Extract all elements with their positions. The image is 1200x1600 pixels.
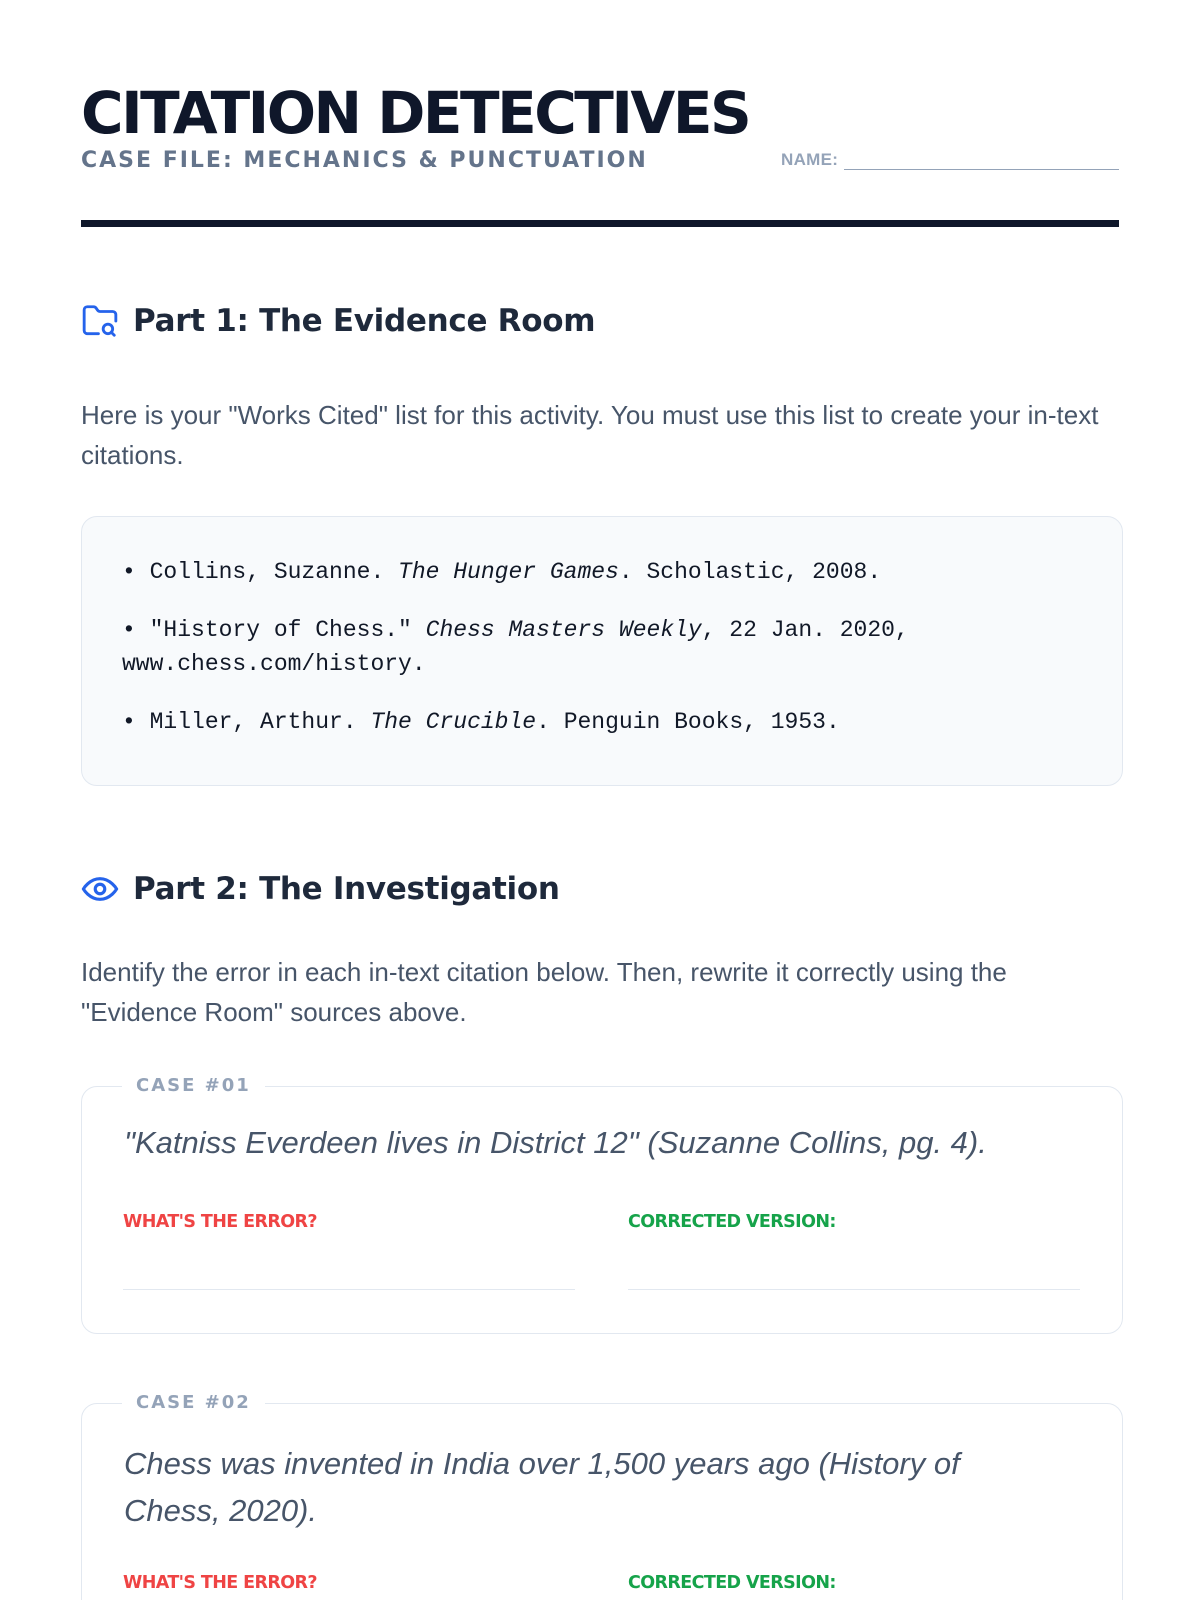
case-number: CASE #02 — [122, 1390, 265, 1416]
part2-heading: Part 2: The Investigation — [133, 871, 560, 907]
entry-text: . Scholastic, 2008. — [618, 559, 882, 585]
entry-text: , 22 Jan. 2020, www.chess.com/history. — [122, 617, 909, 677]
case-card — [81, 1392, 1123, 1600]
name-blank-line[interactable] — [844, 152, 1119, 170]
entry-text: • Collins, Suzanne. — [122, 559, 399, 585]
eye-icon — [81, 870, 119, 908]
case-file-subtitle: CASE FILE: MECHANICS & PUNCTUATION — [81, 148, 648, 173]
part2-intro: Identify the error in each in-text citation below. Then, rewrite it correctly using the "Evidence Room" sources above. — [81, 957, 1007, 1027]
corrected-label: CORRECTED VERSION: — [628, 1573, 836, 1593]
works-cited-entry — [122, 555, 1082, 589]
works-cited-box — [81, 516, 1123, 786]
case-quote: "Katniss Everdeen lives in District 12" (Suzanne Collins, pg. 4). — [124, 1125, 987, 1160]
works-cited-entry — [122, 613, 1082, 681]
folder-search-icon — [81, 302, 119, 340]
error-label: WHAT'S THE ERROR? — [123, 1573, 317, 1593]
header-divider — [81, 220, 1119, 227]
corrected-answer-line[interactable] — [628, 1289, 1080, 1290]
error-field[interactable] — [123, 1211, 575, 1290]
error-field[interactable] — [123, 1572, 575, 1600]
entry-text: . Penguin Books, 1953. — [536, 709, 840, 735]
error-answer-line[interactable] — [123, 1289, 575, 1290]
part1-heading-row — [81, 302, 595, 340]
error-label: WHAT'S THE ERROR? — [123, 1212, 317, 1232]
name-label: NAME: — [781, 150, 839, 169]
entry-title: Chess Masters Weekly — [425, 617, 702, 643]
entry-text: • "History of Chess." — [122, 617, 426, 643]
corrected-field[interactable] — [628, 1572, 1080, 1600]
entry-title: The Hunger Games — [398, 559, 619, 585]
part1-intro: Here is your "Works Cited" list for this activity. You must use this list to create your in-text citations. — [81, 400, 1099, 470]
name-field[interactable] — [781, 148, 1119, 170]
case-quote: Chess was invented in India over 1,500 years ago (History of Chess, 2020). — [124, 1446, 960, 1528]
worksheet-title: CITATION DETECTIVES — [81, 79, 750, 147]
part2-heading-row — [81, 870, 560, 908]
entry-title: The Crucible — [370, 709, 537, 735]
part1-heading: Part 1: The Evidence Room — [133, 303, 596, 339]
worksheet-header — [81, 0, 1119, 228]
entry-text: • Miller, Arthur. — [122, 709, 371, 735]
corrected-label: CORRECTED VERSION: — [628, 1212, 836, 1232]
case-card — [81, 1075, 1123, 1334]
works-cited-entry — [122, 705, 1082, 739]
corrected-field[interactable] — [628, 1211, 1080, 1290]
case-number: CASE #01 — [122, 1073, 265, 1099]
